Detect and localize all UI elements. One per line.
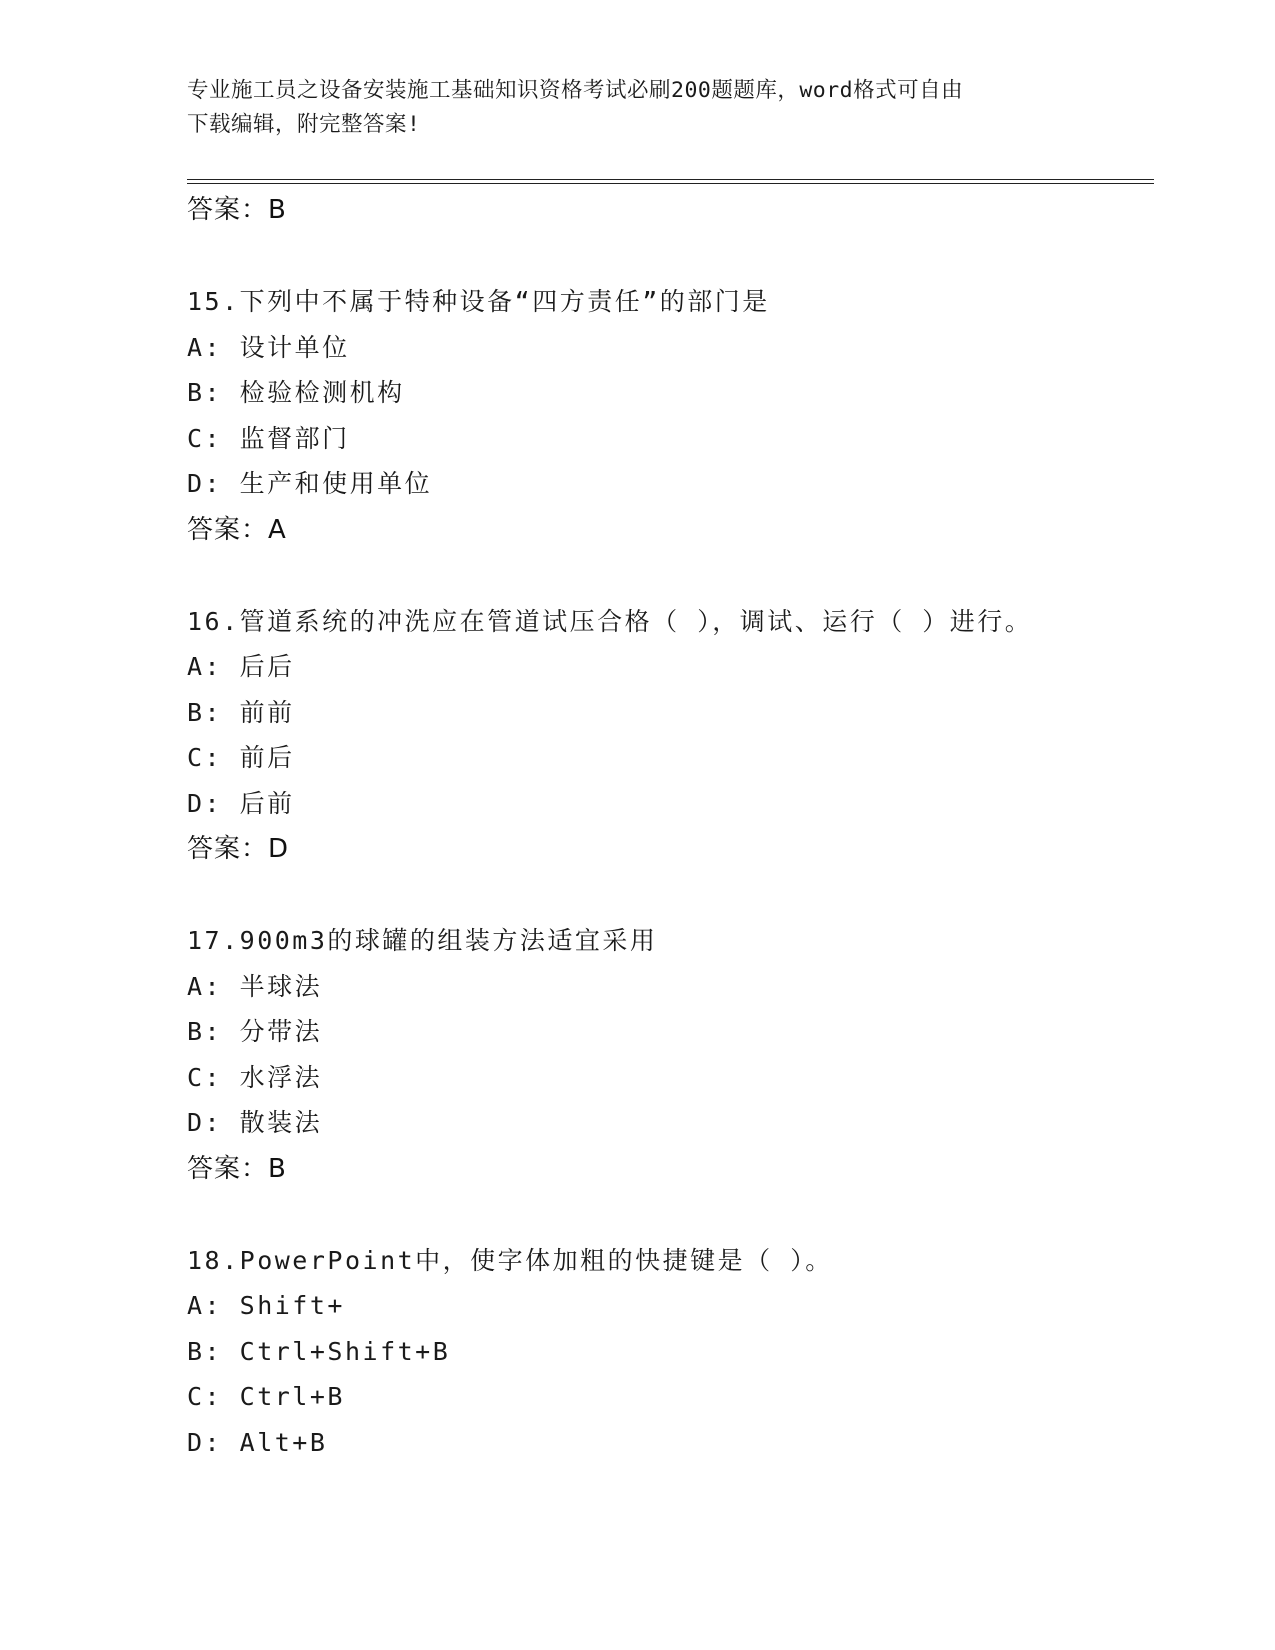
option-c: C: Ctrl+B — [187, 1382, 345, 1411]
header-line-1: 专业施工员之设备安装施工基础知识资格考试必刷200题题库，word格式可自由 — [187, 78, 964, 103]
option-a: A: 后后 — [187, 652, 295, 681]
answer-line: 答案：A — [187, 514, 287, 545]
question-16 — [187, 607, 1147, 865]
header-line-2: 下载编辑，附完整答案! — [187, 112, 421, 137]
document-header — [187, 74, 1067, 142]
question-stem: 15.下列中不属于特种设备“四方责任”的部门是 — [187, 287, 770, 316]
option-a: A: Shift+ — [187, 1291, 345, 1320]
answer-line: 答案：B — [187, 1153, 287, 1184]
option-c: C: 监督部门 — [187, 423, 350, 453]
option-b: B: 检验检测机构 — [187, 378, 405, 407]
question-15 — [187, 287, 1147, 545]
option-d: D: 后前 — [187, 788, 295, 818]
question-18 — [187, 1246, 1147, 1458]
answer-line: 答案：D — [187, 834, 290, 864]
option-d: D: 散装法 — [187, 1108, 323, 1137]
option-b: B: 前前 — [187, 697, 295, 727]
header-divider-top — [187, 179, 1154, 180]
question-stem: 18.PowerPoint中，使字体加粗的快捷键是（ ）。 — [187, 1245, 833, 1275]
question-17 — [187, 926, 1147, 1184]
answer-line: 答案：B — [187, 195, 287, 225]
option-d: D: 生产和使用单位 — [187, 469, 433, 498]
question-stem: 17.900m3的球罐的组装方法适宜采用 — [187, 926, 658, 955]
option-c: C: 前后 — [187, 743, 295, 772]
option-a: A: 设计单位 — [187, 332, 350, 362]
option-c: C: 水浮法 — [187, 1062, 323, 1092]
document-body — [187, 192, 1147, 1458]
option-b: B: Ctrl+Shift+B — [187, 1336, 451, 1366]
question-stem: 16.管道系统的冲洗应在管道试压合格（ ），调试、运行（ ）进行。 — [187, 606, 1033, 636]
option-b: B: 分带法 — [187, 1017, 323, 1046]
option-a: A: 半球法 — [187, 971, 323, 1001]
option-d: D: Alt+B — [187, 1427, 328, 1457]
header-divider-bottom — [187, 183, 1154, 184]
